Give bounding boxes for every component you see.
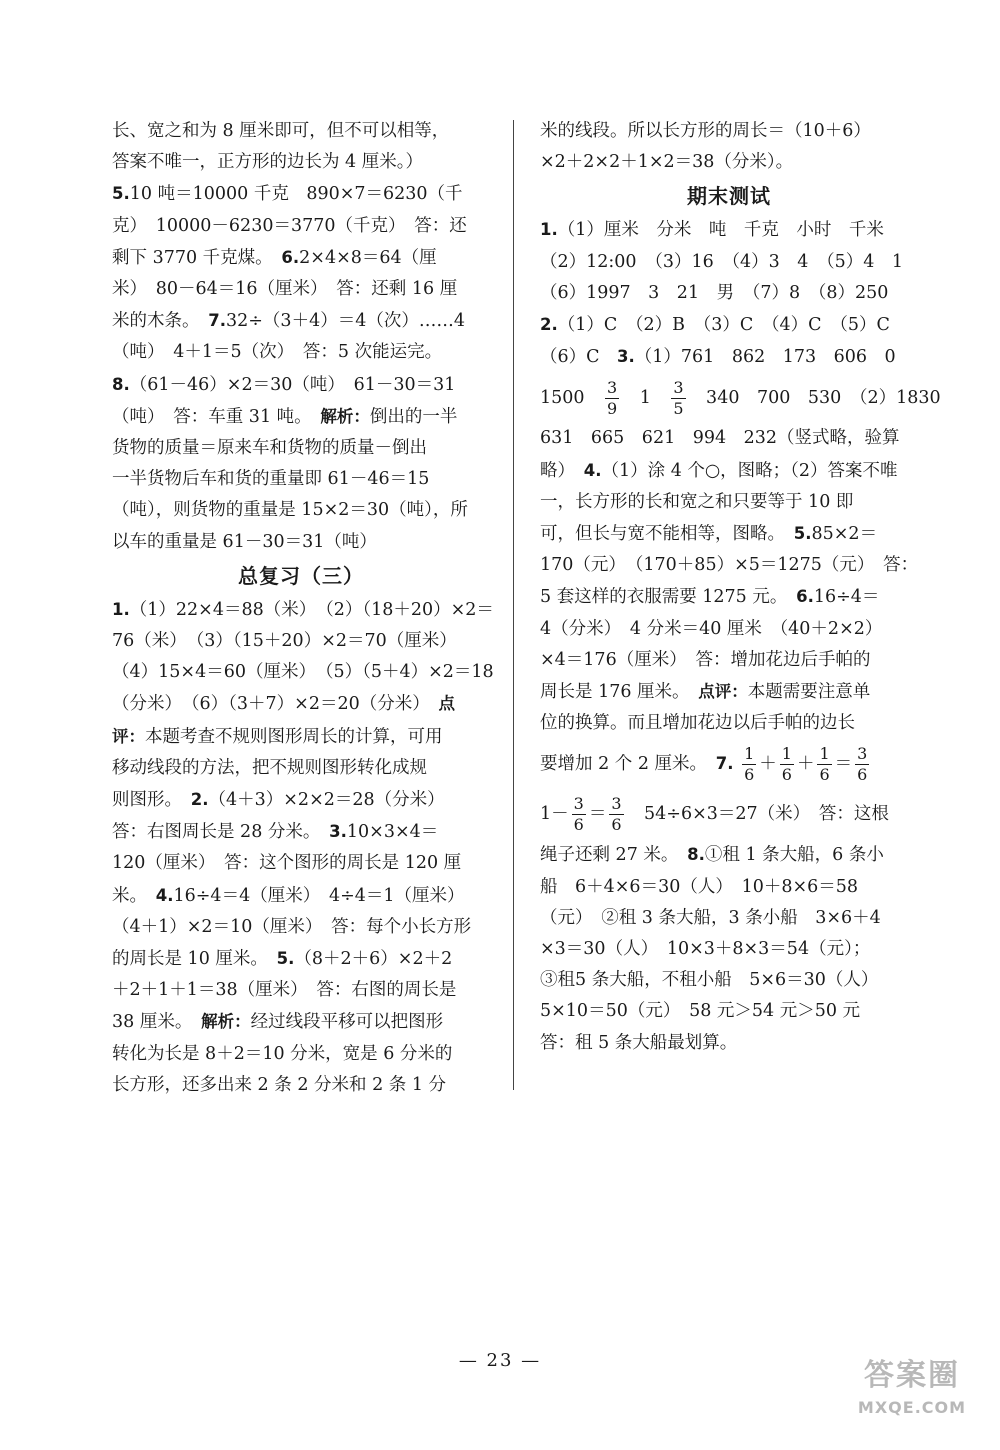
text-line: [112, 1070, 490, 1101]
fraction-numerator: 1: [819, 744, 830, 764]
text-segment: （4）15×4＝60（厘米） （5）（5＋4）×2＝18: [112, 662, 494, 683]
text-line: [112, 211, 490, 242]
text-line: [112, 912, 490, 943]
text-line: [540, 903, 918, 934]
text-segment: 经过线段平移可以把图形: [250, 1012, 444, 1033]
text-segment: 5×10＝50（元） 58 元＞54 元＞50 元: [540, 1001, 861, 1022]
text-line: [540, 341, 918, 373]
text-line: [540, 373, 941, 423]
bold-label: 8.: [687, 845, 705, 865]
text-line: [540, 581, 918, 613]
bold-label: 7.: [208, 311, 226, 331]
text-line: [112, 880, 490, 912]
text-segment: ＝: [588, 804, 607, 825]
text-segment: 一半货物后车和货的重量即 61－46＝15: [112, 469, 430, 490]
text-line: [540, 1028, 918, 1059]
text-segment: （吨） 答：车重 31 吨。: [112, 406, 321, 427]
text-segment: （分米） （6）（3＋7）×2＝20（分米）: [112, 694, 439, 715]
text-segment: ＝: [834, 754, 853, 775]
text-segment: （1）22×4＝88（米） （2）（18＋20）×2＝: [129, 599, 494, 620]
text-line: [112, 657, 494, 688]
text-segment: 170（元） （170＋85）×5＝1275（元） 答：: [540, 555, 919, 576]
text-segment: （6）1997 3 21 男 （7）8 （8）250: [540, 282, 889, 303]
text-segment: 4（分米） 4 分米＝40 厘米 （40＋2×2）: [540, 618, 883, 639]
text-line: [112, 975, 490, 1006]
text-segment: （4＋1）×2＝10（厘米） 答：每个小长方形: [112, 916, 472, 937]
text-line: [112, 848, 490, 879]
text-segment: 船 6＋4×6＝30（人） 10＋8×6＝58: [540, 876, 859, 897]
fraction: [609, 794, 623, 835]
text-segment: 的周长是 10 厘米。: [112, 949, 277, 970]
text-line: [112, 527, 490, 558]
text-line: [112, 274, 490, 305]
text-segment: 32÷（3＋4）＝4（次）……4: [226, 311, 465, 332]
text-segment: （6）C: [540, 347, 618, 368]
fraction-numerator: 3: [857, 744, 868, 764]
watermark-logo: [852, 1354, 972, 1432]
text-segment: 答案不唯一，正方形的边长为 4 厘米。）: [112, 152, 424, 173]
text-segment: 340 700 530 （2）1830: [688, 388, 941, 409]
bold-label: 5.: [112, 184, 130, 204]
fraction: [855, 744, 869, 785]
bold-label: 点: [438, 694, 455, 714]
fraction-numerator: 3: [611, 794, 622, 814]
bold-label: 7.: [715, 754, 734, 774]
bold-label: 解析：: [201, 1012, 251, 1032]
text-segment: （吨） 4＋1＝5（次） 答：5 次能运完。: [112, 342, 443, 363]
text-segment: 120（厘米） 答：这个图形的周长是 120 厘: [112, 853, 462, 874]
text-segment: （8＋2＋6）×2＋2: [294, 949, 453, 970]
fraction-denominator: 6: [573, 815, 584, 835]
fraction-denominator: 6: [857, 765, 868, 785]
text-segment: ＋: [796, 754, 815, 775]
fraction-denominator: 5: [673, 399, 684, 419]
fraction-numerator: 3: [607, 378, 618, 398]
text-segment: ＋2＋1＋1＝38（厘米） 答：右图的周长是: [112, 980, 457, 1001]
text-line: [112, 721, 490, 753]
text-line: [540, 487, 918, 518]
text-segment: 周长是 176 厘米。: [540, 682, 699, 703]
text-segment: 绳子还剩 27 米。: [540, 845, 688, 866]
text-segment: 以车的重量是 61－30＝31（吨）: [112, 531, 377, 552]
text-segment: 略）: [540, 460, 584, 481]
text-segment: （1）厘米 分米 吨 千克 小时 千米: [557, 220, 884, 241]
text-line: [112, 943, 490, 975]
text-segment: 米。: [112, 885, 156, 906]
text-line: [540, 676, 918, 708]
text-segment: 2×4×8＝64（厘: [299, 247, 437, 268]
bold-label: 2.: [190, 790, 209, 810]
text-segment: （吨），则货物的重量是 15×2＝30（吨），所: [112, 500, 468, 521]
fraction-numerator: 1: [781, 744, 792, 764]
fraction-denominator: 6: [819, 765, 830, 785]
bold-label: 4.: [583, 460, 602, 480]
text-line: [540, 645, 918, 676]
text-line: [112, 495, 490, 526]
bold-label: 解析：: [320, 406, 370, 426]
text-line: [112, 1006, 490, 1038]
text-line: [540, 965, 918, 996]
text-segment: 货物的质量＝原来车和货物的质量－倒出: [112, 438, 427, 459]
text-segment: 则图形。: [112, 790, 191, 811]
fraction: [780, 744, 794, 785]
text-segment: 答：租 5 条大船最划算。: [540, 1032, 738, 1053]
text-segment: 米的线段。所以长方形的周长＝（10＋6）: [540, 121, 871, 141]
text-segment: （4＋3）×2×2＝28（分米）: [208, 790, 445, 811]
text-line: [112, 626, 490, 657]
text-line: [112, 178, 490, 210]
bold-label: 评：: [112, 726, 145, 746]
text-segment: ×4＝176（厘米） 答：增加花边后手帕的: [540, 649, 871, 670]
text-line: [540, 423, 918, 454]
text-segment: 1500: [540, 388, 603, 409]
text-line: [112, 242, 490, 274]
text-segment: 10 吨＝10000 千克 890×7＝6230（千: [129, 184, 463, 205]
text-line: [540, 872, 918, 903]
text-segment: 倒出的一半: [369, 406, 458, 427]
right-column: [540, 116, 941, 1059]
text-segment: ×3＝30（人） 10×3＋8×3＝54（元）；: [540, 939, 871, 960]
text-segment: 长方形，还多出来 2 条 2 分米和 2 条 1 分: [112, 1074, 447, 1095]
text-segment: 可，但长与宽不能相等，图略。: [540, 524, 794, 545]
text-segment: 克） 10000－6230＝3770（千克） 答：还: [112, 215, 467, 236]
bold-label: 点评：: [698, 682, 748, 702]
text-segment: 10×3×4＝: [346, 822, 439, 843]
text-segment: 5 套这样的衣服需要 1275 元。: [540, 587, 797, 608]
fraction: [671, 378, 685, 419]
text-segment: 16÷4＝4（厘米） 4÷4＝1（厘米）: [173, 885, 465, 906]
bold-label: 6.: [281, 247, 300, 267]
text-segment: ×2＋2×2＋1×2＝38（分米）。: [540, 152, 794, 173]
section-heading: 总复习（三）: [238, 563, 364, 588]
text-line: [540, 614, 918, 645]
text-line: [540, 739, 918, 789]
text-segment: 631 665 621 994 232（竖式略，验算: [540, 428, 900, 449]
bold-label: 5.: [276, 949, 295, 969]
text-line: [112, 116, 490, 147]
fraction-numerator: 1: [744, 744, 755, 764]
text-line: [112, 147, 490, 178]
text-line: [112, 305, 490, 337]
text-segment: 38 厘米。: [112, 1012, 202, 1033]
page-number: — 23 —: [458, 1350, 542, 1371]
text-segment: ③租5 条大船，不租小船 5×6＝30（人）: [540, 970, 879, 991]
text-line: [112, 464, 490, 495]
text-segment: 本题考查不规则图形周长的计算，可用: [145, 726, 443, 747]
bold-label: 3.: [617, 347, 635, 367]
bold-label: 8.: [112, 374, 130, 394]
fraction: [742, 744, 756, 785]
bold-label: 5.: [793, 524, 812, 544]
text-line: [540, 996, 918, 1027]
text-segment: 本题需要注意单: [747, 682, 871, 703]
text-segment: （2）12:00 （3）16 （4）3 4 （5）4 1: [540, 251, 904, 272]
text-line: [540, 147, 918, 178]
text-segment: [734, 754, 740, 774]
text-segment: 要增加 2 个 2 厘米。: [540, 754, 716, 775]
bold-label: 3.: [329, 822, 347, 842]
text-segment: （1）C （2）B （3）C （4）C （5）C: [557, 315, 890, 336]
text-segment: 1: [622, 388, 669, 409]
fraction-denominator: 6: [781, 765, 792, 785]
text-segment: （1）涂 4 个○，图略；（2）答案不唯: [601, 460, 898, 481]
text-segment: 米） 80－64＝16（厘米） 答：还剩 16 厘: [112, 279, 458, 300]
text-segment: ①租 1 条大船，6 条小: [704, 845, 884, 866]
text-line: [112, 369, 490, 401]
text-line: [112, 433, 490, 464]
left-column: [112, 116, 494, 1101]
text-line: [112, 816, 490, 848]
text-line: [540, 247, 918, 278]
text-line: [540, 455, 918, 487]
text-line: [112, 1039, 490, 1070]
text-line: [540, 278, 918, 309]
text-line: [540, 518, 918, 550]
text-segment: 位的换算。而且增加花边以后手帕的边长: [540, 713, 855, 734]
text-segment: （61－46）×2＝30（吨） 61－30＝31: [129, 374, 456, 395]
text-line: [112, 688, 490, 720]
text-segment: 76（米） （3）（15＋20）×2＝70（厘米）: [112, 631, 457, 652]
fraction-numerator: 3: [673, 378, 684, 398]
fraction-numerator: 3: [573, 794, 584, 814]
text-segment: 1－: [540, 804, 569, 825]
text-line: [540, 116, 918, 147]
text-segment: （元） ②租 3 条大船，3 条小船 3×6＋4: [540, 907, 881, 928]
text-line: [540, 550, 918, 581]
text-line: [112, 784, 490, 816]
text-line: [540, 214, 918, 246]
text-segment: 米的木条。: [112, 311, 209, 332]
text-line: [540, 309, 918, 341]
text-line: [112, 337, 490, 368]
text-segment: 剩下 3770 千克煤。: [112, 247, 282, 268]
bold-label: 2.: [540, 315, 558, 335]
text-segment: （1）761 862 173 606 0: [634, 347, 896, 368]
text-line: [540, 708, 918, 739]
text-line: [540, 789, 918, 839]
fraction-denominator: 6: [744, 765, 755, 785]
section-heading: 期末测试: [687, 184, 771, 209]
text-segment: 答：右图周长是 28 分米。: [112, 822, 330, 843]
fraction-denominator: 6: [611, 815, 622, 835]
bold-label: 6.: [796, 587, 814, 607]
column-divider: [513, 120, 514, 1090]
bold-label: 1.: [540, 220, 558, 240]
fraction: [605, 378, 619, 419]
text-line: [112, 401, 490, 433]
text-segment: 长、宽之和为 8 厘米即可，但不可以相等，: [112, 121, 450, 141]
text-line: [112, 753, 490, 784]
text-segment: 移动线段的方法，把不规则图形转化成规: [112, 757, 427, 778]
watermark-title: 答案圈: [864, 1358, 960, 1393]
fraction: [817, 744, 831, 785]
bold-label: 4.: [155, 885, 174, 905]
text-line: [540, 839, 918, 871]
text-line: [540, 934, 918, 965]
text-segment: ＋: [759, 754, 777, 775]
text-segment: 85×2＝: [811, 524, 878, 545]
fraction-denominator: 9: [607, 399, 618, 419]
text-segment: 16÷4＝: [813, 587, 880, 608]
text-segment: 一，长方形的长和宽之和只要等于 10 即: [540, 491, 854, 512]
text-segment: 54÷6×3＝27（米） 答：这根: [626, 804, 889, 825]
fraction: [572, 794, 586, 835]
text-line: [112, 594, 494, 626]
bold-label: 1.: [112, 599, 130, 619]
text-segment: 转化为长是 8＋2＝10 分米，宽是 6 分米的: [112, 1043, 453, 1064]
watermark-url: MXQE.COM: [857, 1398, 967, 1417]
